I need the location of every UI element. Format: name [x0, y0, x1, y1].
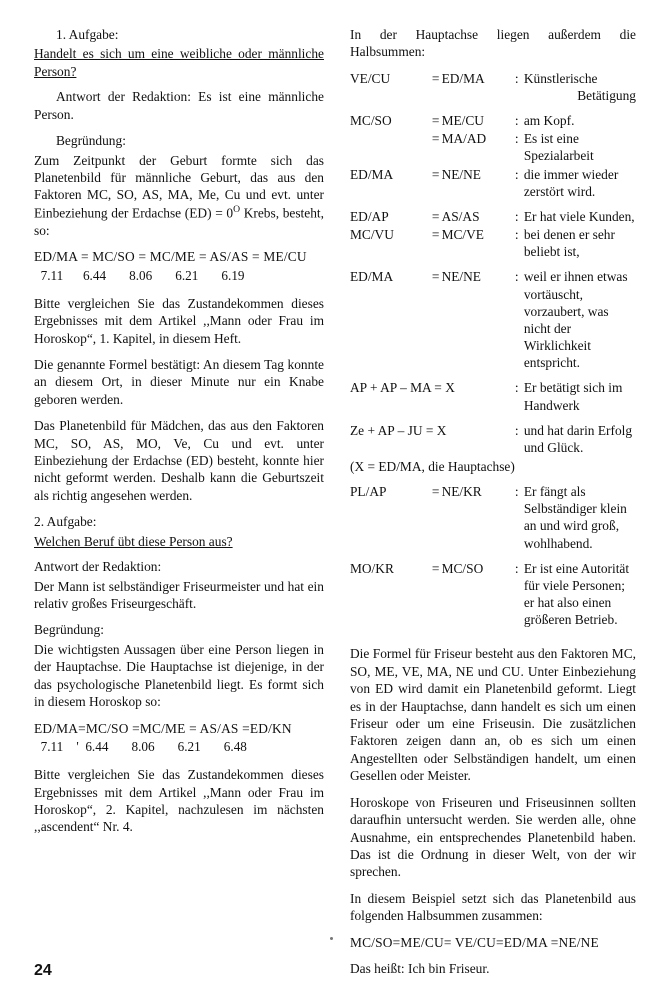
reason1-superscript: O [233, 203, 241, 215]
halfsum-description: bei denen er sehr beliebt ist, [523, 227, 615, 260]
halfsum-equals: = [431, 70, 440, 86]
halfsum-colon: : [514, 269, 519, 285]
final-line: Das heißt: Ich bin Friseur. [349, 961, 490, 977]
halfsum-colon: : [514, 70, 519, 86]
halfsum-colon: : [514, 208, 519, 224]
halfsum-colon: : [514, 166, 519, 182]
halfsum-expression: AP + AP – MA = X [349, 380, 455, 396]
page-number: 24 [34, 962, 52, 979]
halfsum-equals: = [431, 113, 440, 129]
girls-paragraph: Das Planetenbild für Mädchen, das aus den Faktoren MC, SO, AS, MO, Ve, Cu und evt. unter Einbeziehung der Erdachse (ED) besteht, konnte hier nicht geformt werden. Deshalb kann die Geburtszeit als richtig angesehen werden. [34, 418, 324, 503]
halfsum-expression: (X = ED/MA, die Hauptachse) [349, 458, 515, 474]
halfsum-description: Er betätigt sich im Handwerk [523, 380, 623, 413]
halfsum-colon: : [514, 380, 519, 396]
example-paragraph: In diesem Beispiel setzt sich das Planetenbild aus folgenden Halbsummen zusammen: [349, 890, 636, 924]
halfsum-right-term: MC/VE [441, 227, 484, 243]
halfsum-left-term: MC/SO [349, 113, 392, 129]
reason1-text [34, 152, 324, 240]
halfsum-description: Er fängt als Selbständiger klein an und wird groß, wohlhabend. [523, 484, 627, 551]
halfsum-description: Er ist eine Autorität für viele Personen; er hat also einen größeren Betrieb. [523, 560, 630, 628]
halfsum-equals: = [431, 484, 440, 500]
answer1-text: Antwort der Redaktion: Es ist eine männliche Person. [34, 89, 324, 122]
halfsum-colon: : [514, 113, 519, 129]
halfsum-row [350, 130, 636, 165]
halfsum-equals: = [431, 227, 440, 243]
halfsum-equals: = [431, 560, 440, 576]
halfsum-row [350, 483, 636, 560]
halfsum-description: Künstlerische Betätigung [523, 70, 636, 103]
halfsum-row [350, 226, 636, 268]
reason1-text-part2: Krebs, besteht, so: [34, 205, 324, 238]
halfsum-right-term: MC/SO [441, 560, 484, 576]
halfsum-row [350, 268, 636, 379]
halfsum-row [350, 112, 636, 130]
answer2-text: Der Mann ist selbständiger Friseurmeister und hat ein relativ großes Friseurgeschäft. [34, 578, 324, 612]
compare2-paragraph: Bitte vergleichen Sie das Zustandekommen dieses Ergebnisses mit dem Artikel ,,Mann oder Frau im Horoskop“, 2. Kapitel, nachzulesen im nächsten ,,ascendent“ Nr. 4. [34, 767, 324, 835]
halfsum-left-term: ED/AP [349, 208, 389, 224]
task1-label: 1. Aufgabe: [56, 27, 119, 42]
formula-1-numbers: 7.11 6.44 8.06 6.21 6.19 [34, 267, 245, 283]
halfsum-row [350, 70, 636, 112]
right-column [349, 26, 636, 977]
halfsum-description: Er hat viele Kunden, [523, 208, 635, 224]
task2-question: Welchen Beruf übt diese Person aus? [34, 533, 233, 549]
halfsum-row [350, 457, 636, 483]
halfsum-row [350, 422, 636, 457]
halfsum-description [524, 457, 636, 483]
halfsum-right-term: NE/KR [441, 484, 482, 500]
halfsum-colon [515, 457, 524, 483]
halfsum-expression: Ze + AP – JU = X [349, 422, 447, 438]
halfsum-left-term: MO/KR [349, 560, 394, 576]
confirm-paragraph: Die genannte Formel bestätigt: An diesem Tag konnte an diesem Ort, in dieser Minute nur ein Knabe geboren werden. [34, 356, 324, 407]
horoskope-paragraph: Horoskope von Friseuren und Friseusinnen sollten daraufhin untersucht werden. Sie werden alle, ohne Ausnahme, ein entsprechendes Planetenbild haben. Das ist die Ordnung in dieser Welt, von der wir sprechen. [349, 794, 636, 880]
halfsum-description: am Kopf. [523, 113, 575, 129]
left-column [34, 26, 324, 946]
reason2-text: Die wichtigsten Aussagen über eine Person liegen in der Hauptachse. Die Hauptachse ist diejenige, in der das psychologische Planetenbild liegt. Es formt sich in diesem Horoskop so: [34, 641, 324, 710]
formula-2: ED/MA=MC/SO =MC/ME = AS/AS =ED/KN [34, 720, 292, 736]
page-mark-dot [330, 937, 333, 940]
halfsum-left-term: ED/MA [349, 269, 394, 285]
halfsum-description: Es ist eine Spezialarbeit [523, 131, 594, 164]
halfsum-left-term [350, 130, 430, 165]
halfsum-description: die immer wieder zerstört wird. [523, 166, 619, 199]
formula-1: ED/MA = MC/SO = MC/ME = AS/AS = ME/CU [34, 249, 307, 265]
halfsum-right-term: ME/CU [441, 113, 484, 129]
halfsum-colon: : [514, 131, 519, 147]
halfsum-right-term: NE/NE [441, 269, 481, 285]
halfsum-description-tail: Betätigung [577, 88, 636, 103]
halfsum-equals: = [431, 131, 440, 147]
formula-friseur-paragraph: Die Formel für Friseur besteht aus den Faktoren MC, SO, ME, VE, MA, NE und CU. Unter Einbeziehung von ED wird damit ein Planetenbild geformt. Liegt es in der Hauptachse, dann handelt es sich um einen Friseur oder um eine Friseusin. Die zusätzlichen Faktoren zeigen dann an, ob es sich um einen Angestellten oder Selbständigen handelt, um einen Gesellen oder Meister. [349, 646, 636, 784]
halfsum-colon: : [514, 484, 519, 500]
task2-label: 2. Aufgabe: [34, 514, 97, 530]
halfsum-row [350, 379, 636, 421]
reason2-label: Begründung: [34, 622, 104, 638]
halfsum-right-term: ED/MA [441, 70, 485, 86]
halfsums-table [350, 70, 636, 637]
halfsum-description: weil er ihnen etwas vortäuscht, vorzaubert, was nicht der Wirklichkeit entspricht. [523, 269, 628, 371]
halfsum-colon: : [514, 560, 519, 576]
reason1-text-part1: Zum Zeitpunkt der Geburt formte sich das Planetenbild für männliche Geburt, das aus den Faktoren MC, SO, AS, MA, Me, Cu und evt. unter Einbeziehung der Erdachse (ED) = 0 [34, 152, 324, 221]
halfsum-row [350, 560, 636, 637]
halfsum-left-term: MC/VU [349, 227, 394, 243]
halfsum-left-term: PL/AP [349, 484, 387, 500]
task1-question: Handelt es sich um eine weibliche oder männliche Person? [34, 46, 324, 79]
halfsum-equals: = [431, 166, 440, 182]
halfsum-row [350, 208, 636, 226]
halfsum-left-term: ED/MA [349, 166, 394, 182]
halfsum-left-term: VE/CU [349, 70, 391, 86]
answer2-label: Antwort der Redaktion: [34, 559, 162, 575]
halfsum-equals: = [431, 269, 440, 285]
halfsum-equals: = [431, 208, 440, 224]
halfsum-colon: : [514, 422, 519, 438]
halfsums-intro: In der Hauptachse liegen außerdem die Halbsummen: [349, 27, 636, 60]
formula-2-numbers: 7.11 ' 6.44 8.06 6.21 6.48 [34, 738, 247, 754]
halfsum-right-term: MA/AD [441, 131, 487, 147]
halfsum-right-term: AS/AS [441, 208, 480, 224]
final-formula: MC/SO=ME/CU= VE/CU=ED/MA =NE/NE [349, 934, 599, 950]
halfsum-right-term: NE/NE [441, 166, 481, 182]
halfsum-row [350, 166, 636, 208]
halfsum-colon: : [514, 227, 519, 243]
halfsum-description: und hat darin Erfolg und Glück. [523, 422, 633, 455]
reason1-label: Begründung: [56, 133, 126, 149]
compare1-paragraph: Bitte vergleichen Sie das Zustandekommen dieses Ergebnisses mit dem Artikel ,,Mann oder Frau im Horoskop“, 1. Kapitel, in diesem Heft. [34, 295, 324, 346]
